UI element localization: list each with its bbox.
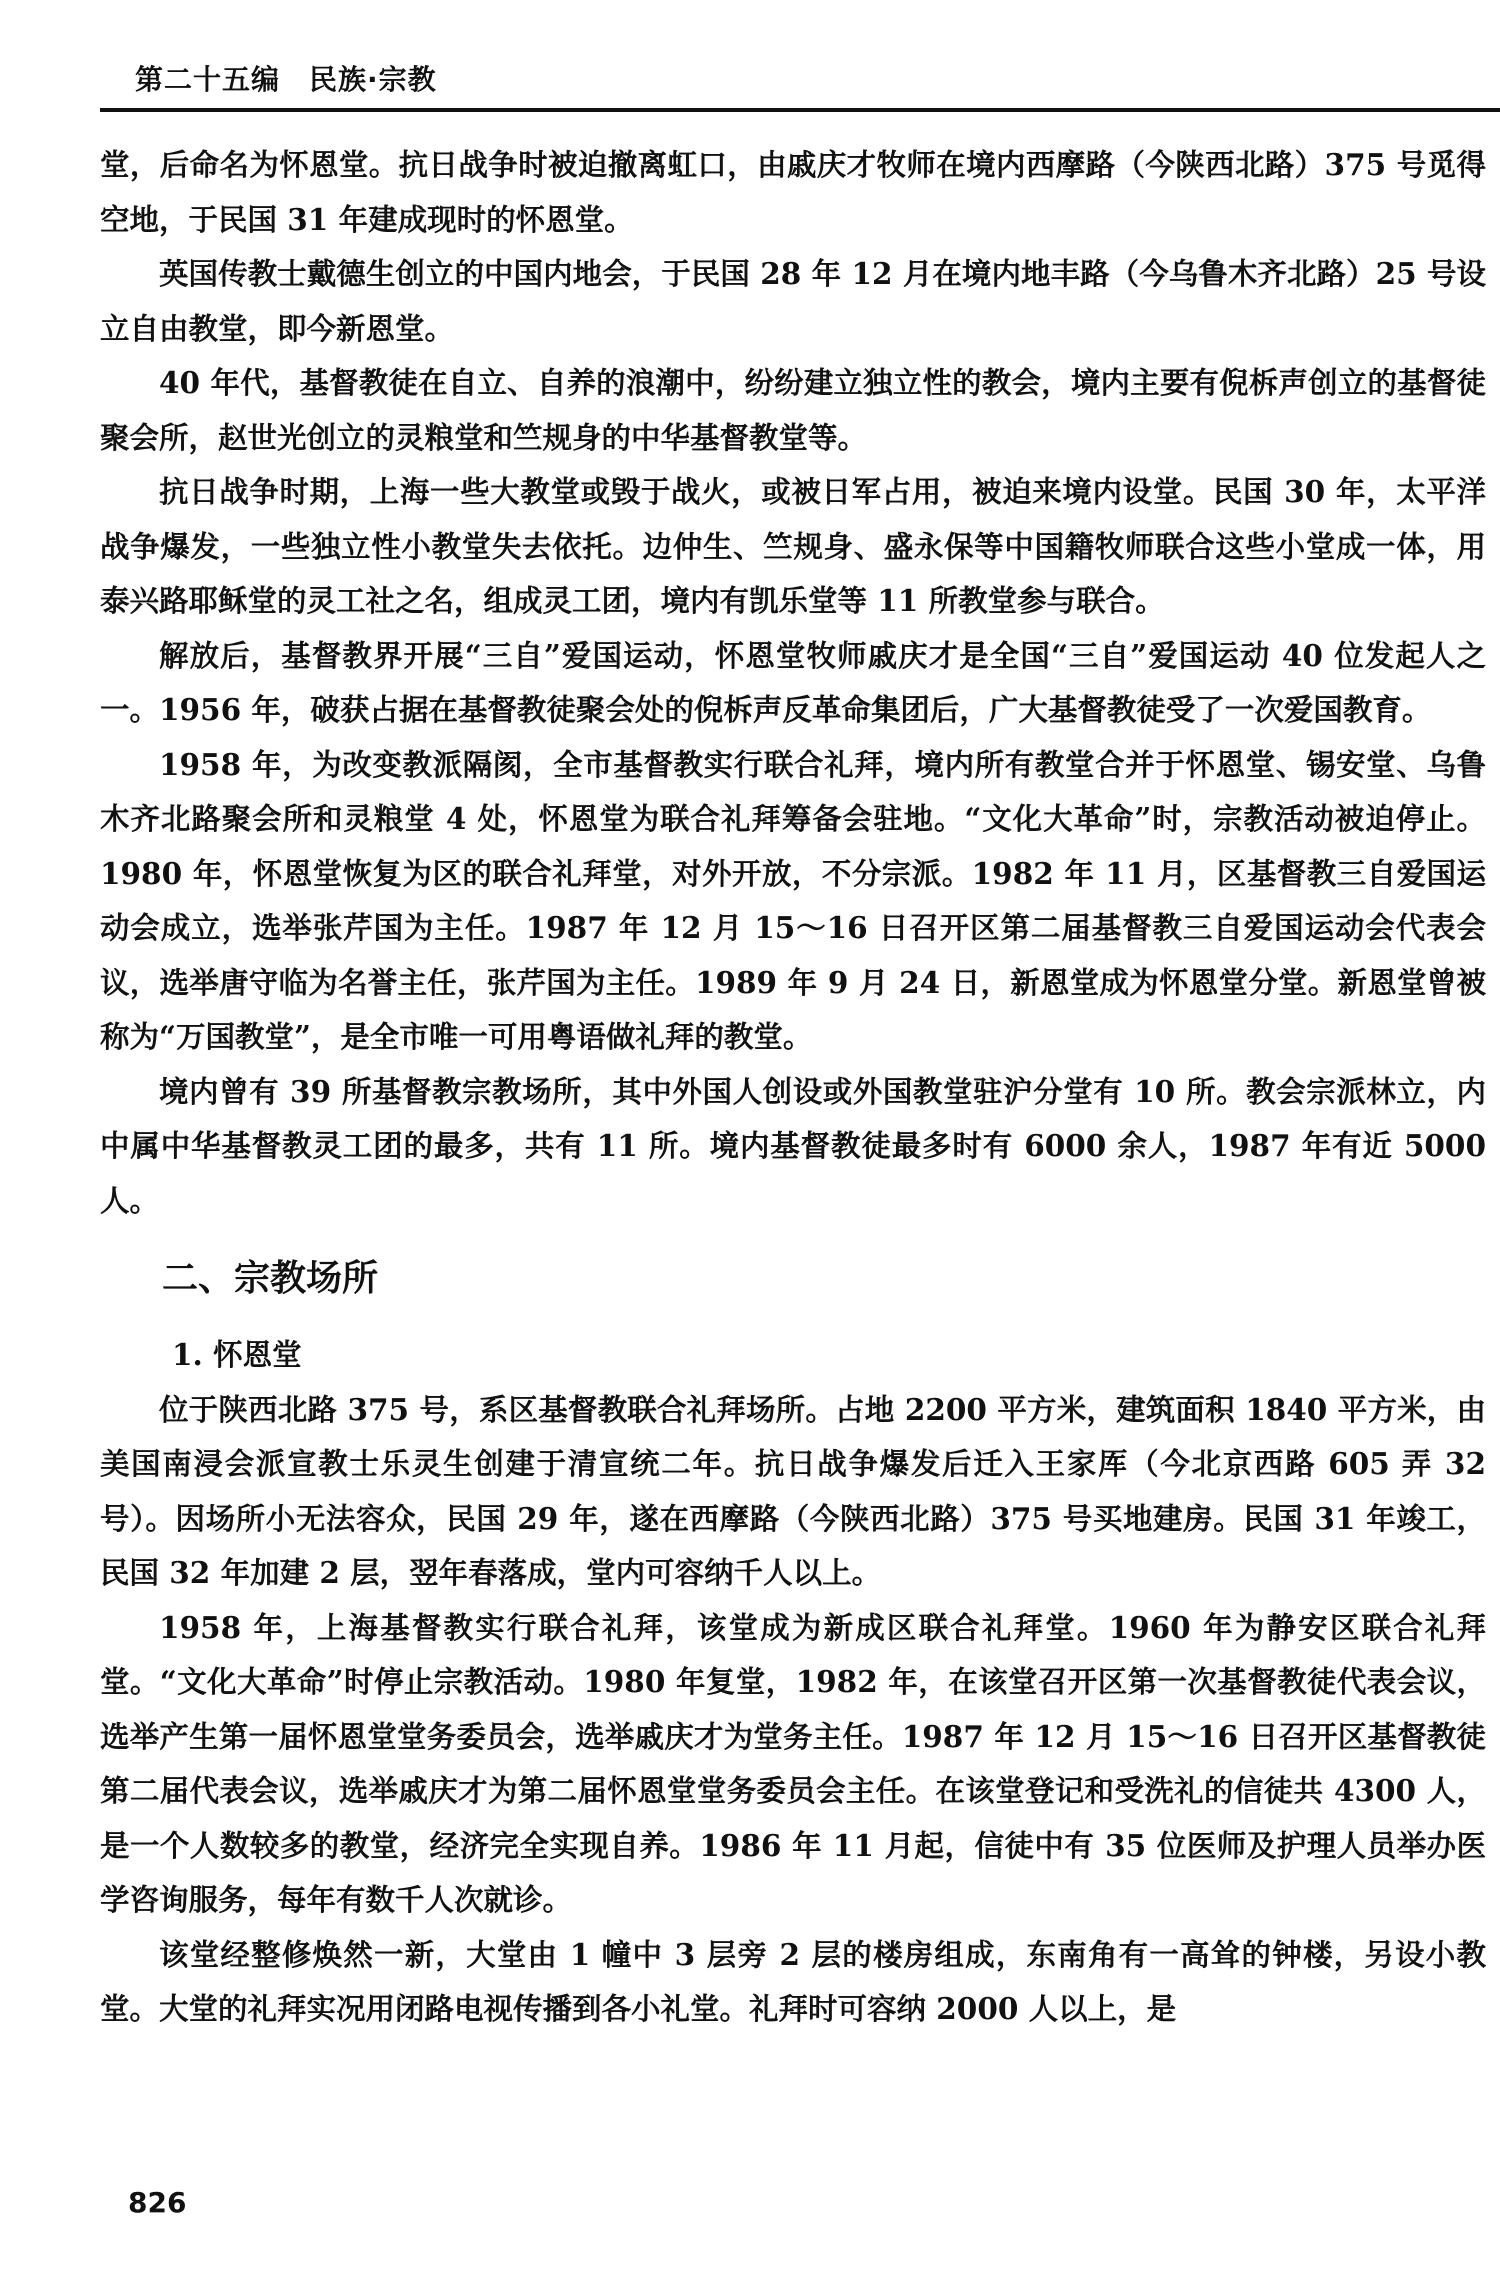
body-text <box>100 138 1486 2037</box>
paragraph: 抗日战争时期，上海一些大教堂或毁于战火，或被日军占用，被迫来境内设堂。民国 30 年，太平洋战争爆发，一些独立性小教堂失去依托。边仲生、竺规身、盛永保等中国籍牧师联合这些小堂成一体，用泰兴路耶稣堂的灵工社之名，组成灵工团，境内有凯乐堂等 11 所教堂参与联合。 <box>100 474 1486 618</box>
page-number: 826 <box>128 2186 187 2219</box>
paragraph: 1958 年，为改变教派隔阂，全市基督教实行联合礼拜，境内所有教堂合并于怀恩堂、锡安堂、乌鲁木齐北路聚会所和灵粮堂 4 处，怀恩堂为联合礼拜筹备会驻地。“文化大革命”时，宗教活动被迫停止。1980 年，怀恩堂恢复为区的联合礼拜堂，对外开放，不分宗派。1982 年 11 月，区基督教三自爱国运动会成立，选举张芹国为主任。1987 年 12 月 15～16 日召开区第二届基督教三自爱国运动会代表会议，选举唐守临为名誉主任，张芹国为主任。1989 年 9 月 24 日，新恩堂成为怀恩堂分堂。新恩堂曾被称为“万国教堂”，是全市唯一可用粤语做礼拜的教堂。 <box>100 746 1486 1054</box>
running-header: 第二十五编 民族·宗教 <box>135 63 437 96</box>
header-rule <box>100 108 1500 112</box>
paragraph: 位于陕西北路 375 号，系区基督教联合礼拜场所。占地 2200 平方米，建筑面积 1840 平方米，由美国南浸会派宣教士乐灵生创建于清宣统二年。抗日战争爆发后迁入王家厍（今北京西路 605 弄 32 号）。因场所小无法容众，民国 29 年，遂在西摩路（今陕西北路）375 号买地建房。民国 31 年竣工，民国 32 年加建 2 层，翌年春落成，堂内可容纳千人以上。 <box>100 1391 1486 1590</box>
paragraph: 境内曾有 39 所基督教宗教场所，其中外国人创设或外国教堂驻沪分堂有 10 所。教会宗派林立，内中属中华基督教灵工团的最多，共有 11 所。境内基督教徒最多时有 6000 余人，1987 年有近 5000 人。 <box>100 1073 1486 1218</box>
paragraph: 解放后，基督教界开展“三自”爱国运动，怀恩堂牧师戚庆才是全国“三自”爱国运动 40 位发起人之一。1956 年，破获占据在基督教徒聚会处的倪柝声反革命集团后，广大基督教徒受了一次爱国教育。 <box>100 637 1486 727</box>
paragraph: 英国传教士戴德生创立的中国内地会，于民国 28 年 12 月在境内地丰路（今乌鲁木齐北路）25 号设立自由教堂，即今新恩堂。 <box>100 256 1486 346</box>
paragraph: 堂，后命名为怀恩堂。抗日战争时被迫撤离虹口，由戚庆才牧师在境内西摩路（今陕西北路）375 号觅得空地，于民国 31 年建成现时的怀恩堂。 <box>100 147 1486 237</box>
subsection-title: 1. 怀恩堂 <box>172 1337 302 1372</box>
paragraph: 1958 年，上海基督教实行联合礼拜，该堂成为新成区联合礼拜堂。1960 年为静安区联合礼拜堂。“文化大革命”时停止宗教活动。1980 年复堂，1982 年，在该堂召开区第一次基督教徒代表会议，选举产生第一届怀恩堂堂务委员会，选举戚庆才为堂务主任。1987 年 12 月 15～16 日召开区基督教徒第二届代表会议，选举戚庆才为第二届怀恩堂堂务委员会主任。在该堂登记和受洗礼的信徒共 4300 人，是一个人数较多的教堂，经济完全实现自养。1986 年 11 月起，信徒中有 35 位医师及护理人员举办医学咨询服务，每年有数千人次就诊。 <box>100 1609 1486 1917</box>
paragraph: 该堂经整修焕然一新，大堂由 1 幢中 3 层旁 2 层的楼房组成，东南角有一高耸的钟楼，另设小教堂。大堂的礼拜实况用闭路电视传播到各小礼堂。礼拜时可容纳 2000 人以上，是 <box>100 1936 1486 2026</box>
paragraph: 40 年代，基督教徒在自立、自养的浪潮中，纷纷建立独立性的教会，境内主要有倪柝声创立的基督徒聚会所，赵世光创立的灵粮堂和竺规身的中华基督教堂等。 <box>100 365 1486 455</box>
section-title: 二、宗教场所 <box>162 1258 379 1299</box>
